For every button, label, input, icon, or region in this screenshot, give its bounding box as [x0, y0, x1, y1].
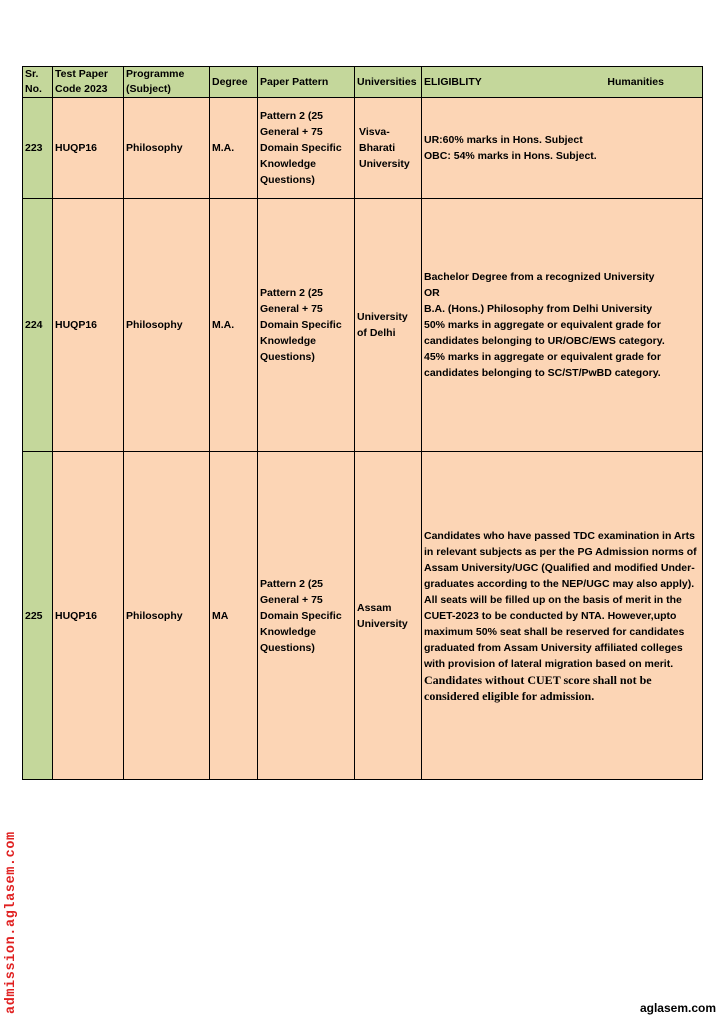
eligibility-line: UR:60% marks in Hons. Subject [424, 134, 583, 146]
side-watermark: admission.aglasem.com [4, 831, 19, 1014]
cell-eligibility [422, 199, 703, 452]
cell-degree: M.A. [210, 199, 258, 452]
eligibility-line: 45% marks in aggregate or equivalent grade for candidates belonging to SC/ST/PwBD category. [424, 351, 661, 379]
eligibility-line: 50% marks in aggregate or equivalent grade for candidates belonging to UR/OBC/EWS category. [424, 319, 665, 347]
header-eligibility [422, 67, 703, 98]
cell-test-paper-code: HUQP16 [53, 98, 124, 199]
eligibility-line: Candidates without CUET score shall not be considered eligible for admission. [424, 672, 652, 703]
header-sr-no: Sr. No. [23, 67, 53, 98]
cell-programme: Philosophy [124, 199, 210, 452]
table-row [23, 452, 703, 780]
header-section-label: Humanities [607, 75, 664, 88]
eligibility-line: OBC: 54% marks in Hons. Subject. [424, 150, 597, 162]
cell-eligibility [422, 452, 703, 780]
cell-eligibility [422, 98, 703, 199]
cell-university: Assam University [355, 452, 422, 780]
cell-programme: Philosophy [124, 452, 210, 780]
cell-sr-no: 224 [23, 199, 53, 452]
cell-test-paper-code: HUQP16 [53, 452, 124, 780]
cell-paper-pattern: Pattern 2 (25 General + 75 Domain Specific Knowledge Questions) [258, 452, 355, 780]
cell-degree: M.A. [210, 98, 258, 199]
header-eligibility-label: ELIGIBLITY [424, 75, 482, 88]
header-programme: Programme (Subject) [124, 67, 210, 98]
header-paper-pattern: Paper Pattern [258, 67, 355, 98]
cell-university: University of Delhi [355, 199, 422, 452]
eligibility-table [22, 66, 703, 780]
cell-sr-no: 223 [23, 98, 53, 199]
eligibility-line: Candidates who have passed TDC examination in Arts in relevant subjects as per the PG Admission norms of Assam University/UGC (Qualified and modified Under-graduates according to the NEP/UGC may also apply). All seats will be filled up on the basis of merit in the CUET-2023 to be conducted by NTA. However,upto maximum 50% seat shall be reserved for candidates graduated from Assam University affiliated colleges with provision of lateral migration based on merit. [424, 529, 697, 670]
bottom-watermark: aglasem.com [639, 1001, 716, 1015]
table-header-row [23, 67, 703, 98]
cell-paper-pattern: Pattern 2 (25 General + 75 Domain Specific Knowledge Questions) [258, 199, 355, 452]
eligibility-line: B.A. (Hons.) Philosophy from Delhi University [424, 303, 653, 315]
header-universities: Universities [355, 67, 422, 98]
header-degree: Degree [210, 67, 258, 98]
eligibility-line: OR [424, 287, 440, 299]
cell-test-paper-code: HUQP16 [53, 199, 124, 452]
cell-sr-no: 225 [23, 452, 53, 780]
table-row [23, 199, 703, 452]
cell-programme: Philosophy [124, 98, 210, 199]
cell-paper-pattern: Pattern 2 (25 General + 75 Domain Specific Knowledge Questions) [258, 98, 355, 199]
cell-university: Visva-Bharati University [355, 98, 422, 199]
header-test-paper-code: Test Paper Code 2023 [53, 67, 124, 98]
eligibility-line: Bachelor Degree from a recognized University [424, 271, 655, 283]
table-row [23, 98, 703, 199]
cell-degree: MA [210, 452, 258, 780]
